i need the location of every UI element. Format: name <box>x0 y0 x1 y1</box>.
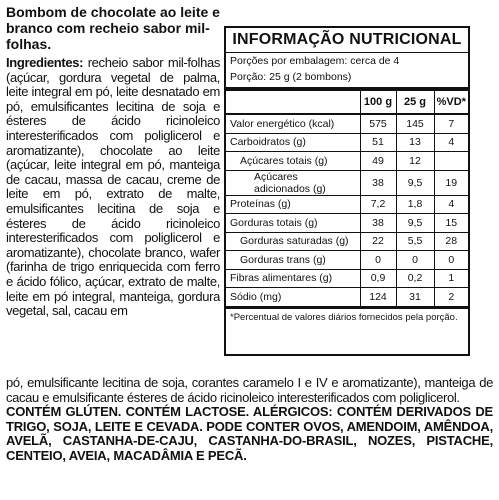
nutrition-row <box>226 195 468 214</box>
nutrient-label: Açúcares totais (g) <box>226 152 360 171</box>
value-100g: 124 <box>360 288 396 308</box>
value-25g: 0 <box>396 251 434 270</box>
product-description <box>6 4 220 319</box>
value-25g: 5,5 <box>396 232 434 251</box>
nutrition-table <box>226 91 468 309</box>
nutrition-header-row <box>226 91 468 114</box>
nutrition-title: INFORMAÇÃO NUTRICIONAL <box>226 28 468 53</box>
value-100g: 49 <box>360 152 396 171</box>
value-25g: 9,5 <box>396 170 434 195</box>
value-100g: 0 <box>360 251 396 270</box>
serving-size: Porção: 25 g (2 bombons) <box>230 71 352 83</box>
value-vd: 4 <box>434 195 468 214</box>
nutrient-label: Açúcares adicionados (g) <box>226 170 360 195</box>
nutrient-label: Fibras alimentares (g) <box>226 269 360 288</box>
servings-per-package: Porções por embalagem: cerca de 4 <box>230 55 400 67</box>
value-25g: 31 <box>396 288 434 308</box>
value-vd: 7 <box>434 114 468 133</box>
value-vd: 0 <box>434 251 468 270</box>
value-25g: 12 <box>396 152 434 171</box>
nutrition-row <box>226 152 468 171</box>
ingredients-continuation-text: pó, emulsificante lecitina de soja, corantes caramelo I e IV e aromatizante), manteiga de cacau e emulsificante ésteres de ácido ricinoleico interesterificados com poliglicerol. <box>6 375 493 405</box>
nutrition-row <box>226 269 468 288</box>
value-25g: 145 <box>396 114 434 133</box>
nutrient-label: Carboidratos (g) <box>226 133 360 152</box>
value-25g: 1,8 <box>396 195 434 214</box>
value-vd: 4 <box>434 133 468 152</box>
nutrition-footnote: *Percentual de valores diários fornecidos pela porção. <box>230 311 458 323</box>
value-100g: 575 <box>360 114 396 133</box>
header-blank <box>226 91 360 114</box>
nutrition-row <box>226 288 468 308</box>
nutrition-row <box>226 170 468 195</box>
ingredients-text <box>6 56 220 319</box>
header-vd: %VD* <box>434 91 468 114</box>
value-25g: 13 <box>396 133 434 152</box>
value-100g: 38 <box>360 214 396 233</box>
nutrient-label: Valor energético (kcal) <box>226 114 360 133</box>
ingredients-label: Ingredientes: <box>6 55 84 70</box>
nutrition-row <box>226 133 468 152</box>
value-100g: 22 <box>360 232 396 251</box>
ingredients-continuation <box>6 376 493 464</box>
nutrition-row <box>226 232 468 251</box>
value-vd: 2 <box>434 288 468 308</box>
product-title: Bombom de chocolate ao leite e branco com recheio sabor mil-folhas. <box>6 4 220 52</box>
nutrient-label: Proteínas (g) <box>226 195 360 214</box>
nutrition-row <box>226 214 468 233</box>
nutrient-label: Gorduras totais (g) <box>226 214 360 233</box>
header-25g: 25 g <box>396 91 434 114</box>
nutrition-row <box>226 251 468 270</box>
allergen-warning: CONTÉM GLÚTEN. CONTÉM LACTOSE. ALÉRGICOS: CONTÉM DERIVADOS DE TRIGO, SOJA, LEITE E CEVADA. PODE CONTER OVOS, AMENDOIM, AMÊNDOA, AVELÃ, CASTANHA-DE-CAJU, CASTANHA-DO-BRASIL, NOZES, PISTACHE, CENTEIO, AVEIA, MACADÂMIA E PECÃ. <box>6 404 493 463</box>
value-25g: 9,5 <box>396 214 434 233</box>
nutrition-facts-panel <box>224 26 470 356</box>
value-100g: 51 <box>360 133 396 152</box>
value-vd: 15 <box>434 214 468 233</box>
value-vd <box>434 152 468 171</box>
nutrient-label: Gorduras trans (g) <box>226 251 360 270</box>
value-100g: 0,9 <box>360 269 396 288</box>
ingredients-body: recheio sabor mil-folhas (açúcar, gordura vegetal de palma, leite integral em pó, leite desnatado em pó, emulsificantes lecitina de soja e ésteres de ácido ricinoleico interesterificados com poliglicerol e aromatizante), chocolate ao leite (açúcar, leite integral em pó, manteiga de cacau, massa de cacau, creme de leite em pó, extrato de malte, emulsificantes lecitina de soja e ésteres de ácido ricinoleico interesterificados com poliglicerol e aromatizante), chocolate branco, wafer (farinha de trigo enriquecida com ferro e ácido fólico, açúcar, extrato de malte, leite em pó integral, manteiga, gordura vegetal, sal, cacau em <box>6 55 221 319</box>
nutrition-row <box>226 114 468 133</box>
value-100g: 7,2 <box>360 195 396 214</box>
nutrient-label: Gorduras saturadas (g) <box>226 232 360 251</box>
value-vd: 19 <box>434 170 468 195</box>
header-100g: 100 g <box>360 91 396 114</box>
nutrient-label: Sódio (mg) <box>226 288 360 308</box>
value-vd: 1 <box>434 269 468 288</box>
value-vd: 28 <box>434 232 468 251</box>
value-25g: 0,2 <box>396 269 434 288</box>
value-100g: 38 <box>360 170 396 195</box>
